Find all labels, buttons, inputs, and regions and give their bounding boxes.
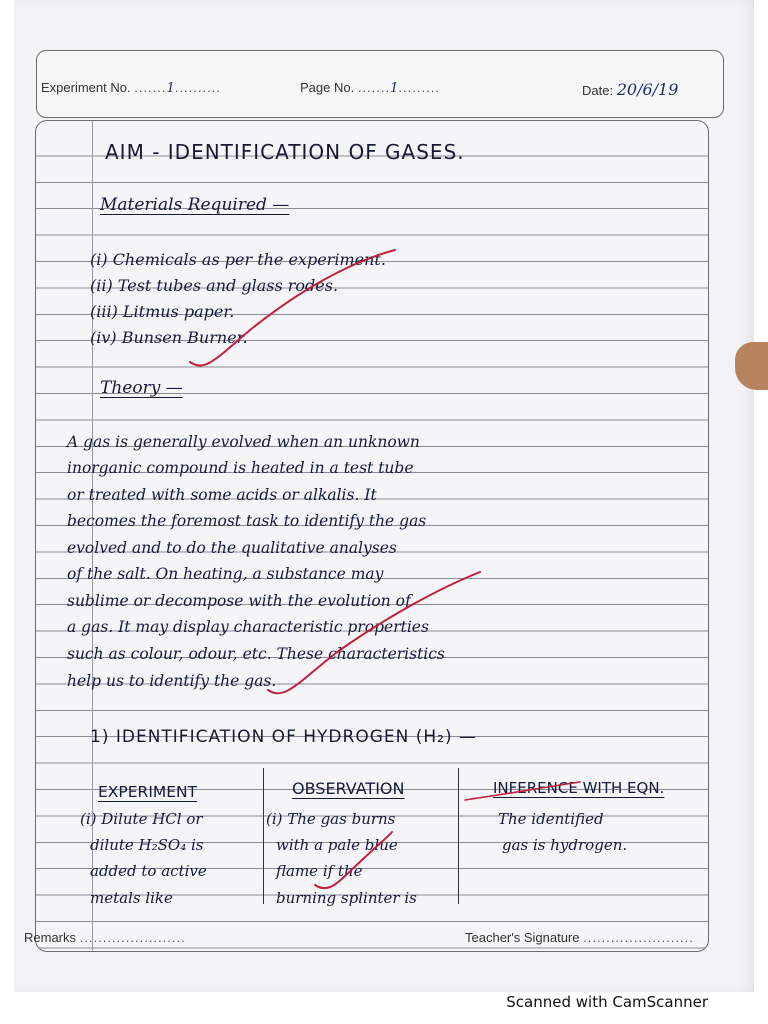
- signature-field: Teacher's Signature ........................: [465, 930, 694, 945]
- date-value: 20/6/19: [616, 80, 679, 99]
- theory-line-10: [67, 672, 697, 690]
- theory-text-1: A gas is generally evolved when an unknown: [67, 433, 420, 451]
- theory-line-6: [67, 565, 697, 583]
- signature-label: Teacher's Signature: [465, 930, 580, 945]
- theory-line-4: [67, 512, 697, 530]
- observation-cell-4: burning splinter is: [276, 889, 417, 907]
- theory-text-8: a gas. It may display characteristic properties: [67, 618, 429, 636]
- experiment-cell-2: dilute H₂SO₄ is: [90, 836, 204, 854]
- col-inference-header: INFERENCE WITH EQN.: [493, 779, 665, 797]
- materials-item-1: (i) Chemicals as per the experiment.: [90, 250, 386, 269]
- experiment-cell-1: (i) Dilute HCl or: [80, 810, 203, 828]
- table-divider-2: [458, 768, 459, 904]
- observation-cell-3: flame if the: [276, 862, 363, 880]
- observation-cell-1: (i) The gas burns: [266, 810, 396, 828]
- page-label: Page No.: [300, 80, 355, 95]
- materials-heading: Materials Required —: [100, 195, 290, 215]
- materials-item-2: (ii) Test tubes and glass rodes.: [90, 276, 339, 295]
- theory-line-7: [67, 592, 697, 610]
- hydrogen-heading: 1) IDENTIFICATION OF HYDROGEN (H₂) —: [90, 727, 477, 747]
- theory-text-4: becomes the foremost task to identify the gas: [67, 512, 427, 530]
- scanner-watermark: Scanned with CamScanner: [506, 993, 708, 1011]
- col-observation-header: OBSERVATION: [292, 779, 405, 798]
- experiment-no: Experiment No. .......1..........: [41, 80, 221, 96]
- materials-item-4: (iv) Bunsen Burner.: [90, 328, 248, 347]
- date-label: Date:: [582, 83, 614, 98]
- remarks-label: Remarks: [24, 930, 77, 945]
- experiment-label: Experiment No.: [41, 80, 131, 95]
- theory-line-1: [67, 433, 697, 451]
- theory-text-6: of the salt. On heating, a substance may: [67, 565, 384, 583]
- inference-cell-2: gas is hydrogen.: [502, 836, 628, 854]
- theory-line-9: [67, 645, 697, 663]
- aim-title: AIM - IDENTIFICATION OF GASES.: [105, 140, 465, 164]
- col-experiment-header: EXPERIMENT: [98, 783, 198, 801]
- theory-text-2: inorganic compound is heated in a test tube: [67, 459, 414, 477]
- experiment-value: 1: [166, 81, 175, 96]
- theory-text-3: or treated with some acids or alkalis. It: [67, 486, 377, 504]
- page-value: 1: [390, 81, 399, 96]
- remarks-field: Remarks .......................: [24, 930, 186, 945]
- theory-line-2: [67, 459, 697, 477]
- theory-text-7: sublime or decompose with the evolution of: [67, 592, 411, 610]
- materials-item-3: (iii) Litmus paper.: [90, 302, 235, 321]
- date: [582, 80, 678, 99]
- theory-line-8: [67, 618, 697, 636]
- inference-cell-1: The identified: [498, 810, 604, 828]
- theory-line-5: [67, 539, 697, 557]
- experiment-cell-3: added to active: [90, 862, 207, 880]
- table-divider-1: [263, 768, 264, 904]
- theory-line-3: [67, 486, 697, 504]
- thumb: [735, 342, 768, 390]
- theory-text-5: evolved and to do the qualitative analyses: [67, 539, 397, 557]
- page-no: Page No. .......1.........: [300, 80, 440, 96]
- experiment-cell-4: metals like: [90, 889, 173, 907]
- observation-cell-2: with a pale blue: [276, 836, 398, 854]
- theory-heading: Theory —: [100, 378, 183, 398]
- theory-text-10: help us to identify the gas.: [67, 672, 277, 690]
- theory-text-9: such as colour, odour, etc. These characteristics: [67, 645, 445, 663]
